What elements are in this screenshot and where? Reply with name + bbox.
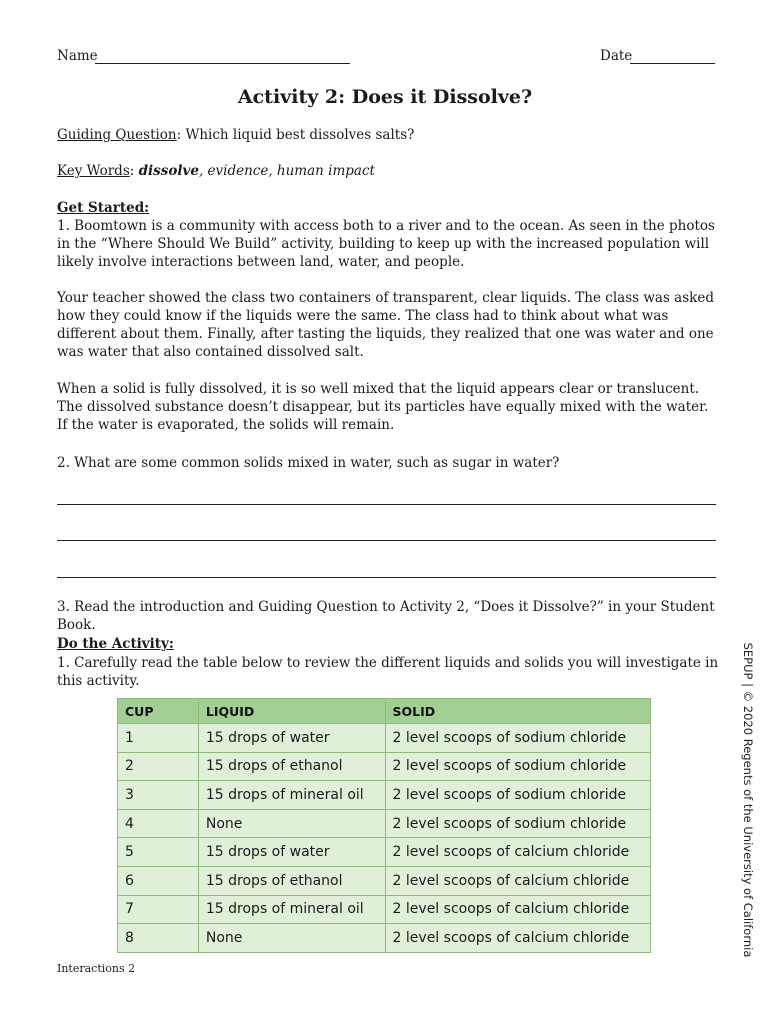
cups-table xyxy=(117,698,651,953)
copyright-note: SEPUP | © 2020 Regents of the University of California xyxy=(741,642,755,958)
liquid-cell: 15 drops of mineral oil xyxy=(198,781,385,810)
cup-cell: 4 xyxy=(118,809,199,838)
guiding-question xyxy=(57,126,722,144)
key-words-separator: : xyxy=(129,163,139,179)
cup-cell: 6 xyxy=(118,866,199,895)
table-row xyxy=(118,838,651,867)
liquid-cell: None xyxy=(198,809,385,838)
question-3: 3. Read the introduction and Guiding Question to Activity 2, “Does it Dissolve?” in your Student Book. xyxy=(57,599,715,633)
table-row xyxy=(118,866,651,895)
table-row xyxy=(118,724,651,753)
solid-cell: 2 level scoops of calcium chloride xyxy=(385,866,650,895)
table-row xyxy=(118,781,651,810)
guiding-question-label: Guiding Question xyxy=(57,127,177,143)
do-activity-heading: Do the Activity: xyxy=(57,636,174,652)
table-row xyxy=(118,924,651,953)
liquid-cell: 15 drops of water xyxy=(198,724,385,753)
cup-cell: 1 xyxy=(118,724,199,753)
solid-cell: 2 level scoops of calcium chloride xyxy=(385,924,650,953)
table-row xyxy=(118,809,651,838)
get-started-paragraph-3: When a solid is fully dissolved, it is so well mixed that the liquid appears clear or translucent. The dissolved substance doesn’t disappear, but its particles have equally mixed with the water. If the water is evaporated, the solids will remain. xyxy=(57,381,709,433)
solid-cell: 2 level scoops of sodium chloride xyxy=(385,781,650,810)
liquid-cell: None xyxy=(198,924,385,953)
get-started-paragraph-2: Your teacher showed the class two containers of transparent, clear liquids. The class was asked how they could know if the liquids were the same. The class had to think about what was different about them. Finally, after tasting the liquids, they realized that one was water and one was water that also contained dissolved salt. xyxy=(57,290,714,360)
date-input-line[interactable] xyxy=(630,63,715,64)
table-header-row xyxy=(118,699,651,724)
cup-cell: 3 xyxy=(118,781,199,810)
footer-text: Interactions 2 xyxy=(57,962,136,975)
solid-cell: 2 level scoops of calcium chloride xyxy=(385,895,650,924)
page-title: Activity 2: Does it Dissolve? xyxy=(237,86,533,108)
answer-line-3[interactable] xyxy=(57,577,716,578)
liquid-cell: 15 drops of mineral oil xyxy=(198,895,385,924)
table-row xyxy=(118,752,651,781)
answer-line-1[interactable] xyxy=(57,504,716,505)
cup-cell: 2 xyxy=(118,752,199,781)
liquid-cell: 15 drops of ethanol xyxy=(198,866,385,895)
liquid-cell: 15 drops of water xyxy=(198,838,385,867)
key-words xyxy=(57,162,722,180)
solid-cell: 2 level scoops of sodium chloride xyxy=(385,752,650,781)
cup-cell: 5 xyxy=(118,838,199,867)
question-2: 2. What are some common solids mixed in water, such as sugar in water? xyxy=(57,455,560,471)
column-header-liquid: LIQUID xyxy=(198,699,385,724)
name-input-line[interactable] xyxy=(95,63,350,64)
key-words-rest: , evidence, human impact xyxy=(198,163,375,179)
solid-cell: 2 level scoops of sodium chloride xyxy=(385,809,650,838)
key-word-dissolve: dissolve xyxy=(138,163,199,179)
get-started-heading: Get Started: xyxy=(57,200,150,216)
name-label: Name xyxy=(57,48,98,64)
cup-cell: 8 xyxy=(118,924,199,953)
date-label: Date xyxy=(600,48,633,64)
key-words-label: Key Words xyxy=(57,163,130,179)
table-row xyxy=(118,895,651,924)
guiding-question-text: : Which liquid best dissolves salts? xyxy=(176,127,415,143)
solid-cell: 2 level scoops of sodium chloride xyxy=(385,724,650,753)
do-activity-paragraph-1: 1. Carefully read the table below to review the different liquids and solids you will investigate in this activity. xyxy=(57,655,719,689)
get-started-paragraph-1: 1. Boomtown is a community with access both to a river and to the ocean. As seen in the photos in the “Where Should We Build” activity, building to keep up with the increased population will likely involve interactions between land, water, and people. xyxy=(57,218,715,270)
column-header-cup: CUP xyxy=(118,699,199,724)
column-header-solid: SOLID xyxy=(385,699,650,724)
solid-cell: 2 level scoops of calcium chloride xyxy=(385,838,650,867)
answer-line-2[interactable] xyxy=(57,540,716,541)
liquid-cell: 15 drops of ethanol xyxy=(198,752,385,781)
cup-cell: 7 xyxy=(118,895,199,924)
